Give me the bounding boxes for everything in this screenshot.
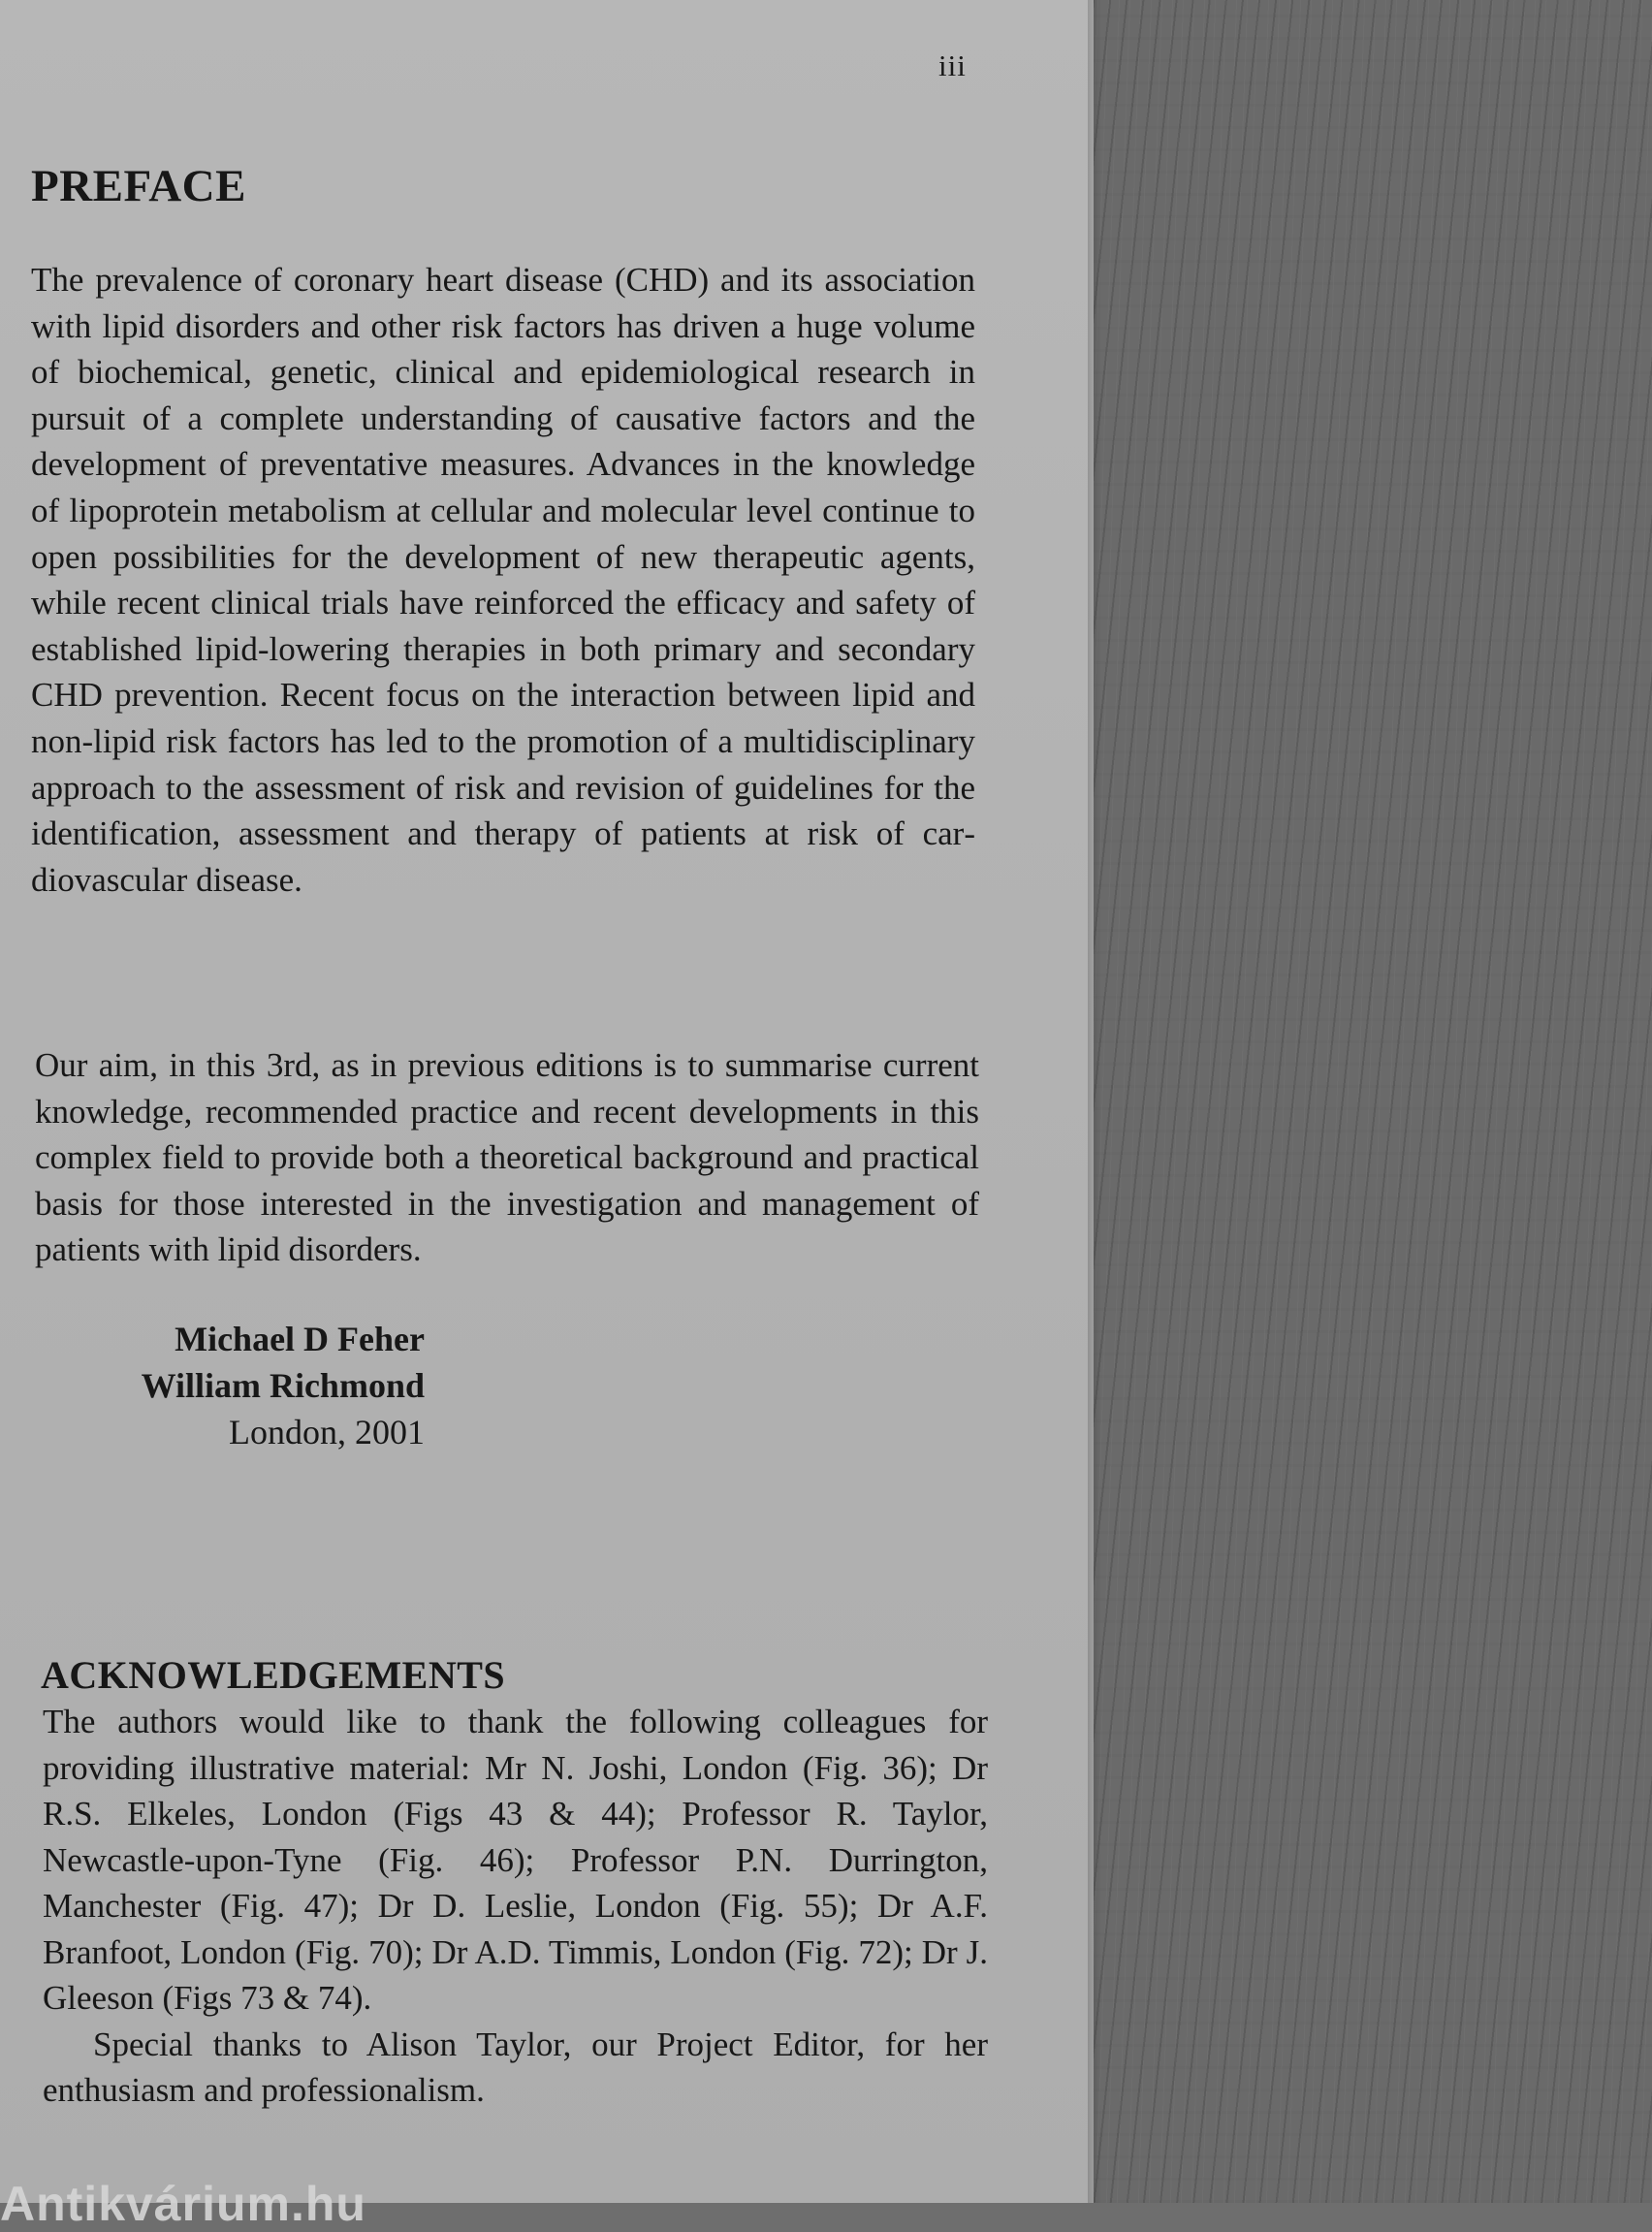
background-surface [1076, 0, 1652, 2203]
watermark: Antikvárium.hu [0, 2177, 366, 2231]
author-name: Michael D Feher [175, 1320, 425, 1358]
preface-paragraph-1: The prevalence of coronary heart disease (CHD) and its association with lipid disorders and other risk factors has driven a huge volume of biochemical, genetic, clinical and epidemiological research in pursuit of a complete understanding of causative factors and the development of preventative measures. Advances in the knowledge of lipoprotein metabolism at cellular and molecular level continue to open possibilities for the development of new therapeutic agents, while recent clinical trials have reinforced the efficacy and safety of established lipid-lowering therapies in both primary and secondary CHD prevention. Recent focus on the interaction between lipid and non-lipid risk factors has led to the promotion of a multidisciplinary approach to the assessment of risk and revision of guidelines for the identification, assessment and therapy of patients at risk of cardiovascular disease. [31, 261, 975, 899]
acknowledgements-body [43, 1699, 988, 2114]
acknowledgements-heading: ACKNOWLEDGEMENTS [41, 1653, 506, 1697]
author-name: William Richmond [141, 1366, 425, 1405]
preface-heading: PREFACE [31, 161, 246, 211]
signature-block [142, 1316, 425, 1455]
page-number: iii [938, 48, 967, 82]
place-and-date: London, 2001 [229, 1413, 425, 1451]
acknowledgements-paragraph-1: The authors would like to thank the following colleagues for providing illustrative material: Mr N. Joshi, London (Fig. 36); Dr R.S. Elkeles, London (Figs 43 & 44); Professor R. Taylor, Newcastle-upon-Tyne (Fig. 46); Professor P.N. Durrington, Manchester (Fig. 47); Dr D. Leslie, London (Fig. 55); Dr A.F. Branfoot, London (Fig. 70); Dr A.D. Timmis, London (Fig. 72); Dr J. Gleeson (Figs 73 & 74). [43, 1703, 988, 2017]
preface-paragraph-2: Our aim, in this 3rd, as in previous editions is to summarise current knowledge, recommended practice and recent developments in this complex field to provide both a theoretical background and practical basis for those interested in the investigation and management of patients with lipid disorders. [35, 1046, 979, 1269]
page-edge-shadow [1088, 0, 1101, 2203]
acknowledgements-paragraph-2: Special thanks to Alison Taylor, our Project Editor, for her enthusiasm and professionalism. [43, 2025, 988, 2109]
